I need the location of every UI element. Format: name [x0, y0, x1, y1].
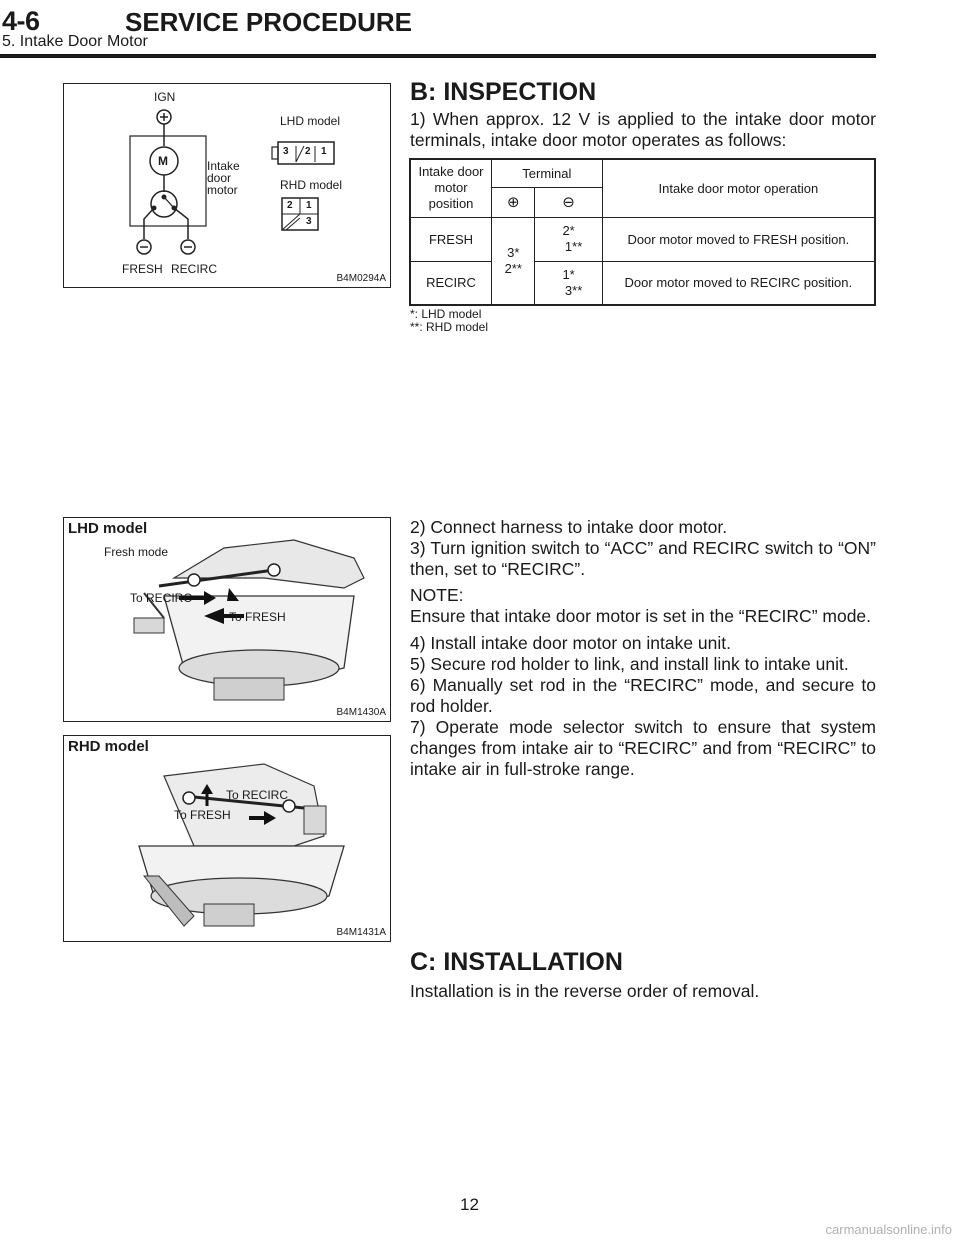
note-label: NOTE: [410, 585, 464, 605]
footnote-rhd: **: RHD model [410, 320, 489, 334]
row-fresh-minus-line2: 1** [564, 239, 583, 254]
intake-door-motor-line2: door [207, 171, 232, 185]
plus-terminal-line1: 3* [507, 244, 520, 260]
lhd-pin-3: 3 [283, 146, 289, 157]
lhd-pin-2: 2 [305, 146, 311, 157]
motor-symbol-label: M [158, 154, 168, 168]
rhd-model-label: RHD model [280, 178, 343, 192]
row-recirc-position: RECIRC [410, 261, 492, 305]
row-fresh-position: FRESH [410, 217, 492, 261]
lhd-figure-title: LHD model [68, 520, 148, 537]
row-recirc-minus-line1: 1* [562, 266, 575, 282]
rhd-to-fresh-label: To FRESH [174, 808, 231, 822]
header-minus-terminal: ⊖ [535, 187, 602, 217]
rhd-figure-code: B4M1431A [336, 927, 386, 938]
header-plus-terminal: ⊕ [492, 187, 535, 217]
row-fresh-operation: Door motor moved to FRESH position. [602, 217, 875, 261]
header-rule [0, 54, 876, 58]
step-4: 4) Install intake door motor on intake unit. [410, 633, 732, 653]
row-recirc-minus [535, 261, 602, 305]
figure-code: B4M0294A [336, 273, 386, 284]
step-3: 3) Turn ignition switch to “ACC” and RECIRC switch to “ON” then, set to “RECIRC”. [410, 538, 876, 579]
figure-rhd-model [63, 735, 391, 942]
page-number: 12 [460, 1195, 479, 1214]
header-operation: Intake door motor operation [602, 159, 875, 217]
figure-wiring-diagram [63, 83, 391, 288]
plus-terminal-value [492, 217, 535, 305]
rhd-pin-1: 1 [306, 200, 312, 211]
section-title: SERVICE PROCEDURE [125, 7, 413, 37]
rhd-figure-title: RHD model [68, 738, 149, 755]
ign-label: IGN [154, 90, 176, 104]
row-recirc-operation: Door motor moved to RECIRC position. [602, 261, 875, 305]
inspection-heading: B: INSPECTION [410, 78, 597, 106]
watermark: carmanualsonline.info [825, 1222, 952, 1237]
intake-door-motor-line1: Intake [207, 159, 240, 173]
installation-text: Installation is in the reverse order of removal. [410, 981, 760, 1001]
plus-terminal-line2: 2** [504, 260, 522, 276]
section-number: 4-6 [2, 6, 40, 36]
installation-heading: C: INSTALLATION [410, 948, 623, 976]
fresh-mode-label: Fresh mode [104, 545, 169, 559]
header-terminal: Terminal [492, 159, 603, 187]
rhd-pin-2: 2 [287, 200, 293, 211]
footnote-lhd: *: LHD model [410, 307, 482, 321]
intake-door-motor-line3: motor [207, 183, 238, 197]
step-5: 5) Secure rod holder to link, and install link to intake unit. [410, 654, 849, 674]
fresh-terminal-label: FRESH [122, 262, 163, 276]
lhd-pin-1: 1 [321, 146, 327, 157]
lhd-model-label: LHD model [280, 114, 341, 128]
lhd-figure-code: B4M1430A [336, 707, 386, 718]
row-fresh-minus [535, 217, 602, 261]
row-recirc-minus-line2: 3** [564, 282, 583, 298]
intake-door-motor-label [207, 160, 240, 196]
rhd-to-recirc-label: To RECIRC [226, 788, 289, 802]
recirc-terminal-label: RECIRC [171, 262, 218, 276]
figure-lhd-model [63, 517, 391, 722]
header-position: Intake door motor position [410, 159, 492, 217]
rhd-unit-drawing [64, 736, 390, 941]
inspection-step-1: 1) When approx. 12 V is applied to the intake door motor terminals, intake door motor operates as follows: [410, 109, 876, 150]
to-recirc-label: To RECIRC [130, 591, 193, 605]
rhd-pin-3: 3 [306, 216, 312, 227]
step-6: 6) Manually set rod in the “RECIRC” mode, and secure to rod holder. [410, 675, 876, 716]
row-fresh-minus-line1: 2* [562, 223, 575, 238]
to-fresh-label: To FRESH [229, 610, 286, 624]
subsection-title: 5. Intake Door Motor [2, 33, 148, 50]
step-7: 7) Operate mode selector switch to ensure that system changes from intake air to “RECIRC” and from “RECIRC” to intake air in full-stroke range. [410, 717, 876, 779]
note-text: Ensure that intake door motor is set in the “RECIRC” mode. [410, 606, 872, 626]
operation-table [409, 158, 876, 306]
step-2: 2) Connect harness to intake door motor. [410, 517, 728, 537]
